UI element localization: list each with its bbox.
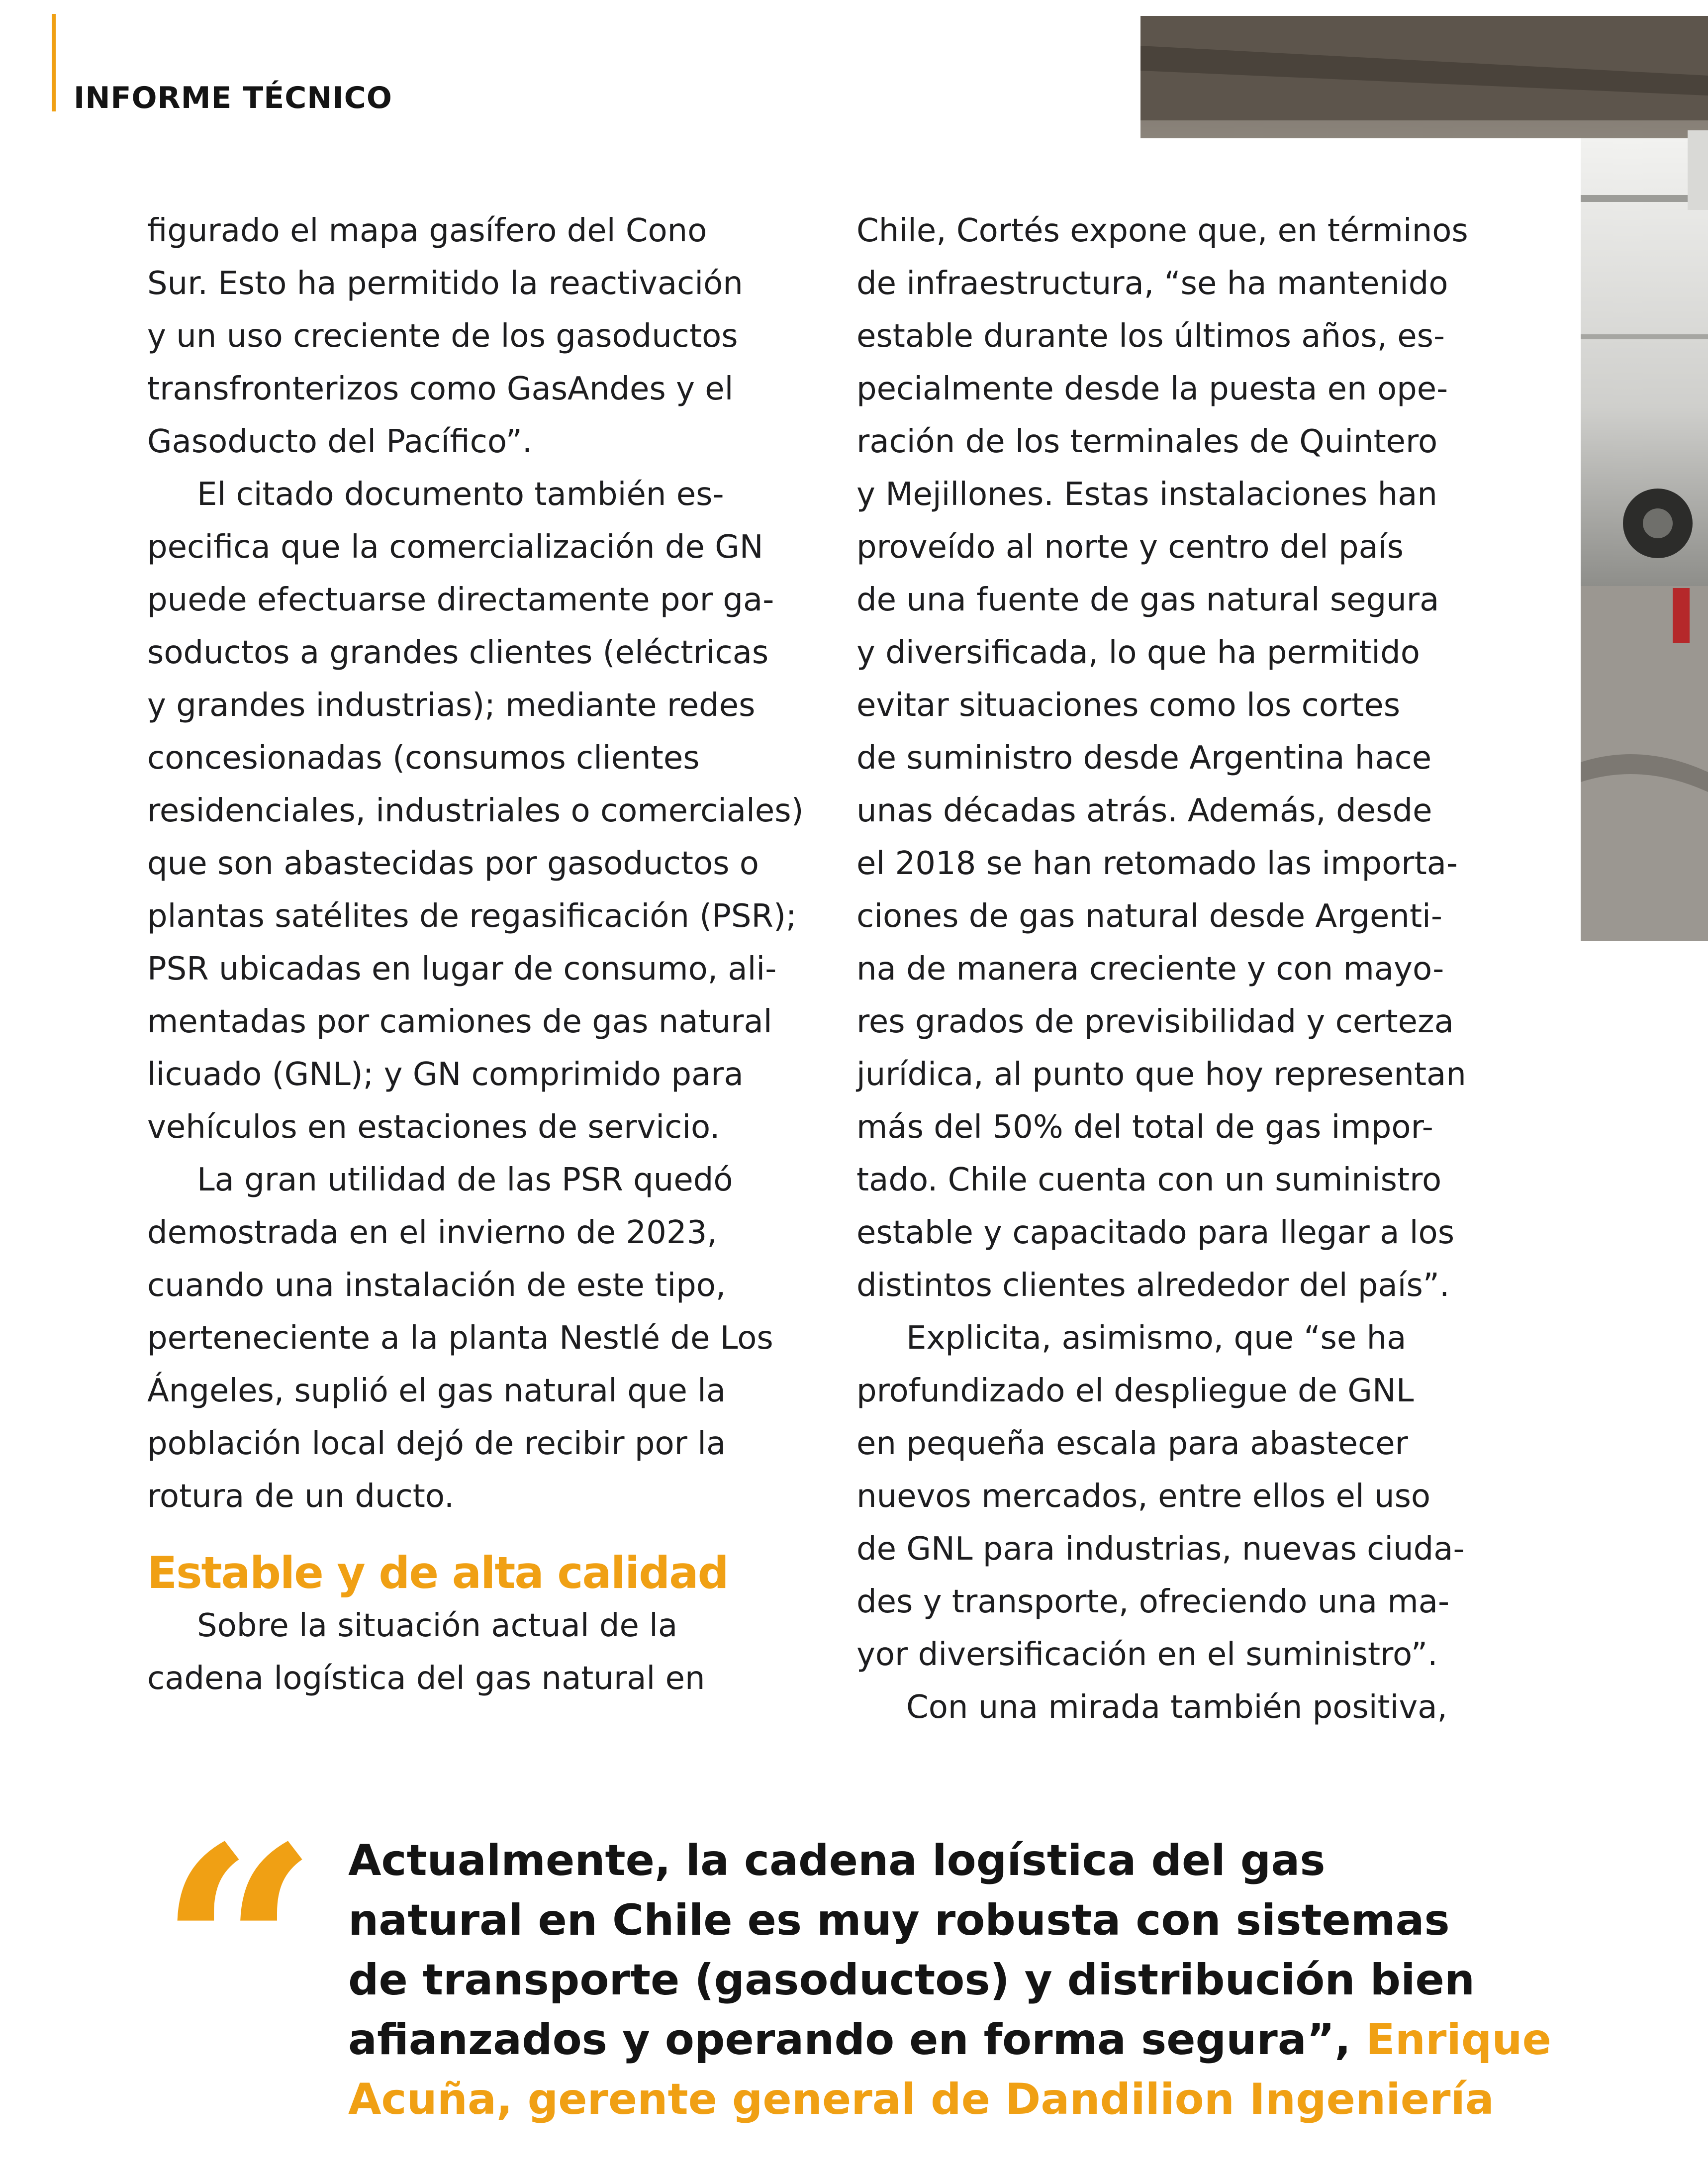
text-line: Con una mirada también positiva, bbox=[906, 1689, 1447, 1726]
text-line: na de manera creciente y con mayo- bbox=[856, 951, 1444, 988]
text-line: tado. Chile cuenta con un suministro bbox=[856, 1162, 1442, 1198]
section-label: INFORME TÉCNICO bbox=[74, 81, 392, 115]
text-line: el 2018 se han retomado las importa- bbox=[856, 845, 1458, 882]
text-line: La gran utilidad de las PSR quedó bbox=[197, 1162, 733, 1198]
text-line: y diversificada, lo que ha permitido bbox=[856, 634, 1420, 671]
text-line: pecialmente desde la puesta en ope- bbox=[856, 371, 1448, 407]
pull-quote bbox=[348, 1831, 1551, 2129]
pull-quote-line: Actualmente, la cadena logística del gas bbox=[348, 1836, 1326, 1885]
text-line: concesionadas (consumos clientes bbox=[147, 740, 700, 777]
section-subheading: Estable y de alta calidad bbox=[147, 1547, 728, 1598]
text-line: que son abastecidas por gasoductos o bbox=[147, 845, 759, 882]
text-line: y Mejillones. Estas instalaciones han bbox=[856, 476, 1437, 513]
text-line: estable durante los últimos años, es- bbox=[856, 318, 1445, 355]
text-line: Gasoducto del Pacífico”. bbox=[147, 423, 533, 460]
text-line: de GNL para industrias, nuevas ciuda- bbox=[856, 1531, 1465, 1568]
text-line: y un uso creciente de los gasoductos bbox=[147, 318, 738, 355]
text-line: soductos a grandes clientes (eléctricas bbox=[147, 634, 769, 671]
left-column bbox=[147, 204, 804, 1705]
text-line: distintos clientes alrededor del país”. bbox=[856, 1267, 1450, 1304]
text-line: más del 50% del total de gas impor- bbox=[856, 1109, 1433, 1146]
text-line: de una fuente de gas natural segura bbox=[856, 582, 1439, 618]
pull-quote-line: natural en Chile es muy robusta con sistemas bbox=[348, 1895, 1450, 1945]
text-line: cuando una instalación de este tipo, bbox=[147, 1267, 726, 1304]
text-line: evitar situaciones como los cortes bbox=[856, 687, 1401, 724]
quote-attribution: Enrique bbox=[1366, 2015, 1551, 2065]
text-line: y grandes industrias); mediante redes bbox=[147, 687, 756, 724]
text-line: puede efectuarse directamente por ga- bbox=[147, 582, 774, 618]
text-line: Ángeles, suplió el gas natural que la bbox=[147, 1373, 726, 1409]
text-line: des y transporte, ofreciendo una ma- bbox=[856, 1583, 1450, 1620]
text-line: perteneciente a la planta Nestlé de Los bbox=[147, 1320, 773, 1357]
text-line: ración de los terminales de Quintero bbox=[856, 423, 1438, 460]
text-line: profundizado el despliegue de GNL bbox=[856, 1373, 1414, 1409]
text-line: plantas satélites de regasificación (PSR); bbox=[147, 898, 797, 935]
text-line: mentadas por camiones de gas natural bbox=[147, 1003, 772, 1040]
text-line: ciones de gas natural desde Argenti- bbox=[856, 898, 1442, 935]
text-line: jurídica, al punto que hoy representan bbox=[856, 1056, 1466, 1093]
text-line: vehículos en estaciones de servicio. bbox=[147, 1109, 720, 1146]
quote-attribution: Acuña, gerente general de Dandilion Ingeniería bbox=[348, 2075, 1494, 2124]
text-line: Sobre la situación actual de la bbox=[197, 1607, 678, 1644]
text-line: nuevos mercados, entre ellos el uso bbox=[856, 1478, 1431, 1515]
text-line: de infraestructura, “se ha mantenido bbox=[856, 265, 1448, 302]
text-line: estable y capacitado para llegar a los bbox=[856, 1214, 1455, 1251]
text-line: pecifica que la comercialización de GN bbox=[147, 529, 763, 566]
text-line: residenciales, industriales o comerciales) bbox=[147, 792, 804, 829]
text-line: Chile, Cortés expone que, en términos bbox=[856, 212, 1468, 249]
quote-mark-icon: “ bbox=[158, 1786, 319, 2114]
text-line: proveído al norte y centro del país bbox=[856, 529, 1404, 566]
text-line: res grados de previsibilidad y certeza bbox=[856, 1003, 1454, 1040]
text-line: población local dejó de recibir por la bbox=[147, 1425, 726, 1462]
text-line: Sur. Esto ha permitido la reactivación bbox=[147, 265, 743, 302]
right-column bbox=[856, 204, 1508, 1734]
text-line: demostrada en el invierno de 2023, bbox=[147, 1214, 717, 1251]
pull-quote-line bbox=[348, 2010, 1551, 2070]
text-line: licuado (GNL); y GN comprimido para bbox=[147, 1056, 744, 1093]
text-line: transfronterizos como GasAndes y el bbox=[147, 371, 734, 407]
text-line: PSR ubicadas en lugar de consumo, ali- bbox=[147, 951, 777, 988]
text-line: figurado el mapa gasífero del Cono bbox=[147, 212, 707, 249]
text-line: cadena logística del gas natural en bbox=[147, 1660, 705, 1697]
text-line: en pequeña escala para abastecer bbox=[856, 1425, 1408, 1462]
pull-quote-line: de transporte (gasoductos) y distribución bien bbox=[348, 1955, 1475, 2005]
text-line: rotura de un ducto. bbox=[147, 1478, 455, 1515]
text-line: de suministro desde Argentina hace bbox=[856, 740, 1432, 777]
text-line: yor diversificación en el suministro”. bbox=[856, 1636, 1438, 1673]
text-line: Explicita, asimismo, que “se ha bbox=[906, 1320, 1407, 1357]
text-line: unas décadas atrás. Además, desde bbox=[856, 792, 1432, 829]
pull-quote-text: afianzados y operando en forma segura”, bbox=[348, 2015, 1351, 2065]
text-line: El citado documento también es- bbox=[197, 476, 724, 513]
header-accent-bar bbox=[52, 14, 56, 111]
